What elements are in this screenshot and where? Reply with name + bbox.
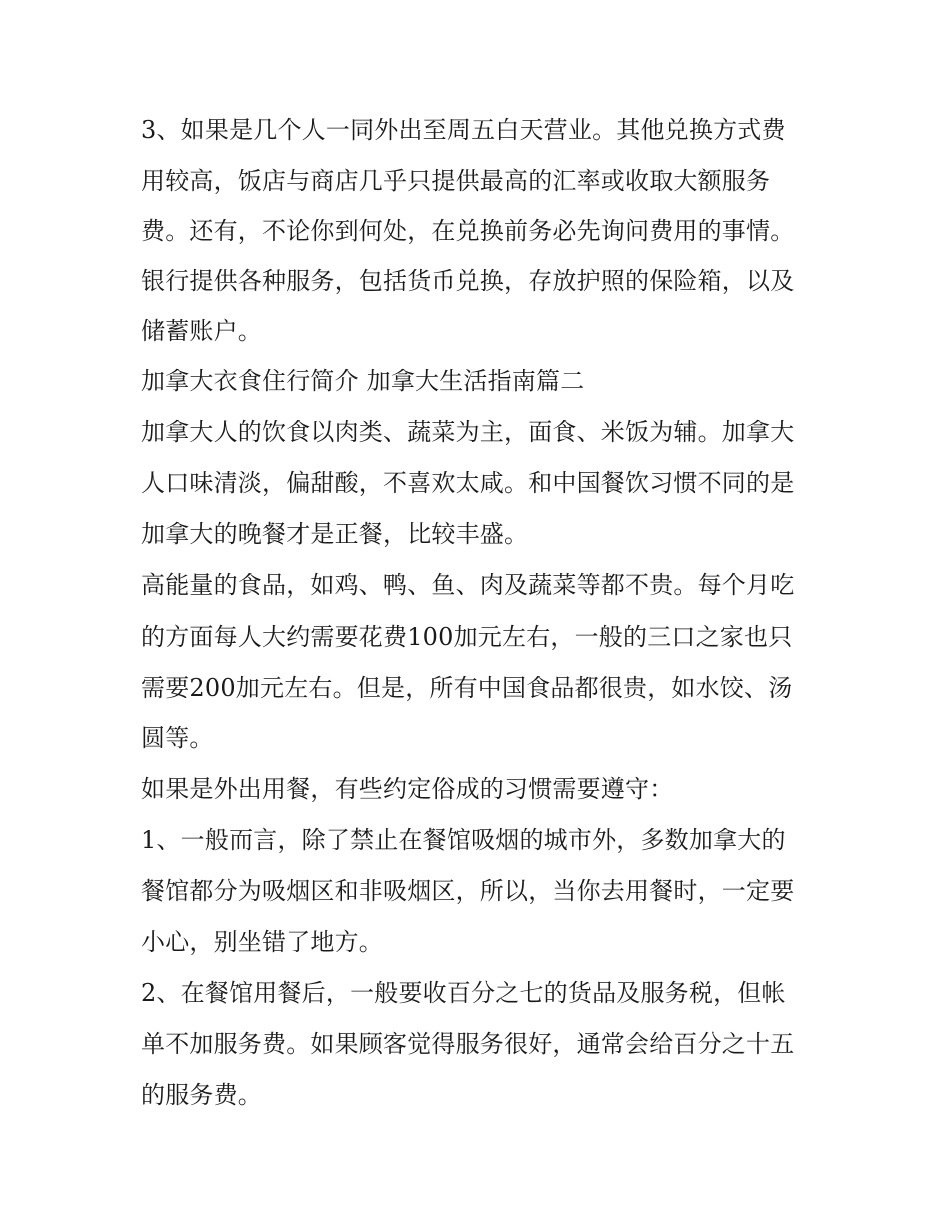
text-line: 高能量的食品，如鸡、鸭、鱼、肉及蔬菜等都不贵。每个月吃 — [141, 571, 795, 599]
text-line: 小心，别坐错了地方。 — [141, 928, 383, 956]
text-line: 银行提供各种服务，包括货币兑换，存放护照的保险箱，以及 — [141, 267, 795, 295]
section-heading: 加拿大衣食住行简介 加拿大生活指南篇二 — [141, 367, 585, 395]
text-line: 餐馆都分为吸烟区和非吸烟区，所以，当你去用餐时，一定要 — [141, 877, 795, 905]
text-line: 3、如果是几个人一同外出至周五白天营业。其他兑换方式费 — [141, 116, 786, 144]
text-line: 用较高，饭店与商店几乎只提供最高的汇率或收取大额服务 — [141, 167, 771, 195]
text-line: 加拿大的晚餐才是正餐，比较丰盛。 — [141, 520, 529, 548]
text-line: 单不加服务费。如果顾客觉得服务很好，通常会给百分之十五 — [141, 1030, 795, 1058]
text-line: 如果是外出用餐，有些约定俗成的习惯需要遵守： — [141, 775, 674, 803]
text-line: 费。还有，不论你到何处，在兑换前务必先询问费用的事情。 — [141, 217, 795, 245]
text-line: 1、一般而言，除了禁止在餐馆吸烟的城市外，多数加拿大的 — [141, 826, 786, 854]
text-line: 加拿大人的饮食以肉类、蔬菜为主，面食、米饭为辅。加拿大 — [141, 418, 795, 446]
text-line: 人口味清淡，偏甜酸，不喜欢太咸。和中国餐饮习惯不同的是 — [141, 469, 795, 497]
text-line: 储蓄账户。 — [141, 317, 262, 345]
text-line: 2、在餐馆用餐后，一般要收百分之七的货品及服务税，但帐 — [141, 979, 786, 1007]
text-line: 的服务费。 — [141, 1081, 262, 1109]
text-line: 圆等。 — [141, 724, 214, 752]
text-line: 需要200加元左右。但是，所有中国食品都很贵，如水饺、汤 — [141, 674, 793, 702]
text-line: 的方面每人大约需要花费100加元左右，一般的三口之家也只 — [141, 623, 793, 651]
